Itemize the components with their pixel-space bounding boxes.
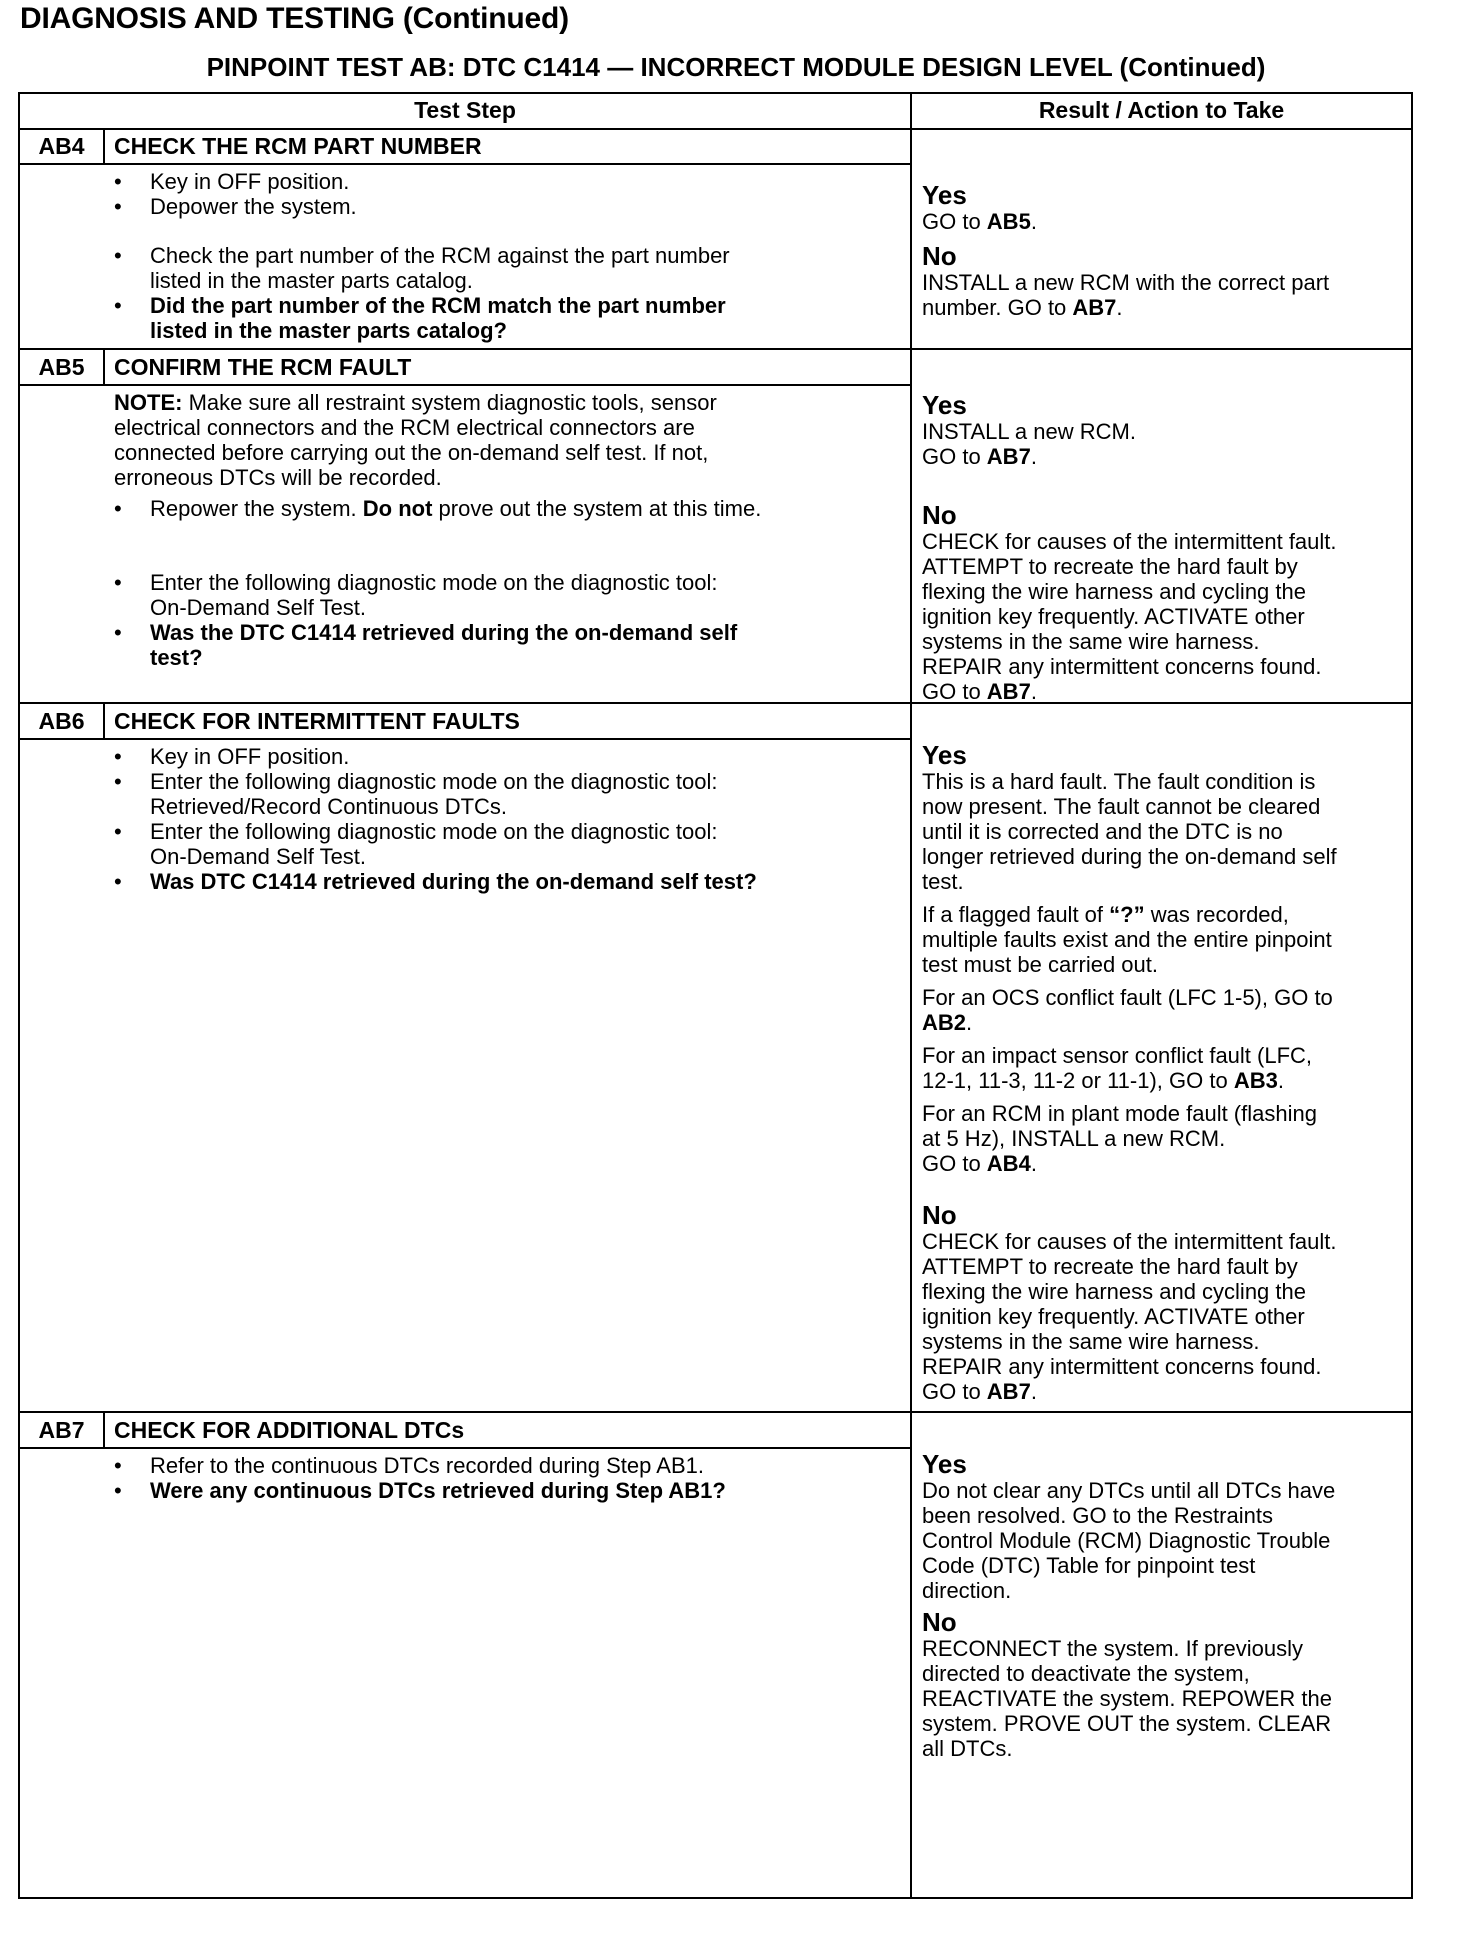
step-instruction: Refer to the continuous DTCs recorded during Step AB1. — [150, 1453, 704, 1478]
no-action: CHECK for causes of the intermittent fault. ATTEMPT to recreate the hard fault by flexing the wire harness and cycling the ignition key frequently. ACTIVATE other systems in the same wire harness. REPAIR any intermittent concerns found. GO to AB7. — [922, 1229, 1337, 1404]
bullet: • — [114, 819, 122, 844]
step-code: AB6 — [38, 708, 85, 734]
bullet: • — [114, 169, 122, 194]
step-title: CHECK FOR ADDITIONAL DTCs — [114, 1417, 465, 1443]
bullet: • — [114, 620, 122, 645]
step-instruction: Key in OFF position. — [150, 169, 350, 194]
step-instruction: Enter the following diagnostic mode on the diagnostic tool: On-Demand Self Test. — [150, 570, 718, 620]
bullet: • — [114, 744, 122, 769]
header-result: Result / Action to Take — [1038, 97, 1285, 123]
yes-label: Yes — [922, 180, 967, 210]
bullet: • — [114, 869, 122, 894]
yes-action: GO to AB5. — [922, 209, 1037, 234]
bullet: • — [114, 570, 122, 595]
bullet: • — [114, 243, 122, 268]
yes-label: Yes — [922, 1449, 967, 1479]
step-instruction: Check the part number of the RCM against the part number listed in the master parts catalog. — [150, 243, 730, 293]
step-code: AB7 — [38, 1417, 85, 1443]
plant-mode-note: For an RCM in plant mode fault (flashing at 5 Hz), INSTALL a new RCM. GO to AB4. — [922, 1101, 1317, 1176]
step-question: Was the DTC C1414 retrieved during the on-demand self test? — [150, 620, 738, 670]
no-action: RECONNECT the system. If previously directed to deactivate the system, REACTIVATE the system. REPOWER the system. PROVE OUT the system. CLEAR all DTCs. — [922, 1636, 1332, 1761]
no-label: No — [922, 1200, 957, 1230]
step-code: AB4 — [38, 133, 85, 159]
impact-sensor-note: For an impact sensor conflict fault (LFC, 12-1, 11-3, 11-2 or 11-1), GO to AB3. — [922, 1043, 1313, 1093]
no-action: CHECK for causes of the intermittent fault. ATTEMPT to recreate the hard fault by flexing the wire harness and cycling the ignition key frequently. ACTIVATE other systems in the same wire harness. REPAIR any intermittent concerns found. GO to AB7. — [922, 529, 1337, 704]
step-code: AB5 — [38, 354, 85, 380]
step-title: CHECK THE RCM PART NUMBER — [114, 133, 482, 159]
bullet: • — [114, 496, 122, 521]
step-title: CHECK FOR INTERMITTENT FAULTS — [114, 708, 520, 734]
step-instruction: Depower the system. — [150, 194, 357, 219]
ocs-conflict-note: For an OCS conflict fault (LFC 1-5), GO to AB2. — [922, 985, 1333, 1035]
no-label: No — [922, 1607, 957, 1637]
bullet: • — [114, 1478, 122, 1503]
yes-action: This is a hard fault. The fault condition is now present. The fault cannot be cleared until it is corrected and the DTC is no longer retrieved during the on-demand self test. — [922, 769, 1337, 894]
yes-label: Yes — [922, 390, 967, 420]
no-action: INSTALL a new RCM with the correct part number. GO to AB7. — [922, 270, 1330, 320]
step-question: Was DTC C1414 retrieved during the on-demand self test? — [150, 869, 757, 894]
flagged-fault-note: If a flagged fault of “?” was recorded, multiple faults exist and the entire pinpoint test must be carried out. — [922, 902, 1332, 977]
step-note: NOTE: Make sure all restraint system diagnostic tools, sensor electrical connectors and the RCM electrical connectors are connected before carrying out the on-demand self test. If not, erroneous DTCs will be recorded. — [114, 390, 717, 490]
header-test-step: Test Step — [414, 97, 516, 123]
yes-label: Yes — [922, 740, 967, 770]
step-question: Were any continuous DTCs retrieved during Step AB1? — [150, 1478, 726, 1503]
bullet: • — [114, 293, 122, 318]
step-title: CONFIRM THE RCM FAULT — [114, 354, 412, 380]
step-instruction: Enter the following diagnostic mode on the diagnostic tool: Retrieved/Record Continuous DTCs. — [150, 769, 718, 819]
step-instruction: Key in OFF position. — [150, 744, 350, 769]
step-instruction: Enter the following diagnostic mode on the diagnostic tool: On-Demand Self Test. — [150, 819, 718, 869]
yes-action: INSTALL a new RCM. GO to AB7. — [922, 419, 1136, 469]
step-instruction: Repower the system. Do not prove out the system at this time. — [150, 496, 762, 521]
bullet: • — [114, 1453, 122, 1478]
pinpoint-test-title: PINPOINT TEST AB: DTC C1414 — INCORRECT MODULE DESIGN LEVEL (Continued) — [206, 52, 1266, 82]
bullet: • — [114, 194, 122, 219]
yes-action: Do not clear any DTCs until all DTCs have been resolved. GO to the Restraints Control Module (RCM) Diagnostic Trouble Code (DTC) Table for pinpoint test direction. — [922, 1478, 1336, 1603]
step-question: Did the part number of the RCM match the part number listed in the master parts catalog? — [150, 293, 726, 343]
no-label: No — [922, 241, 957, 271]
page-title: DIAGNOSIS AND TESTING (Continued) — [20, 2, 569, 35]
bullet: • — [114, 769, 122, 794]
no-label: No — [922, 500, 957, 530]
